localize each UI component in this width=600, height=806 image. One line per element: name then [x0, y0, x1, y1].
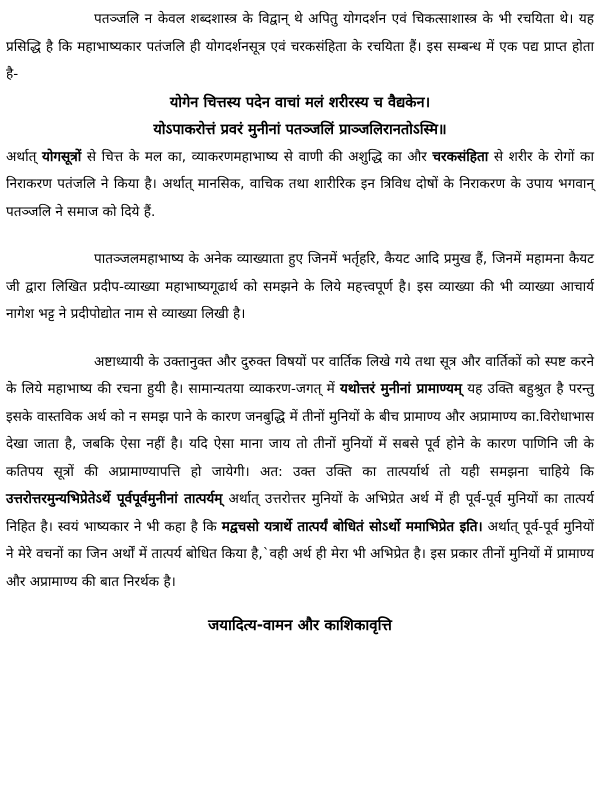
paragraph-text: अष्टाध्यायी के उक्तानुक्त और दुरुक्त विषयों पर वार्तिक लिखे गये तथा सूत्र और वार्तिकों को स्पष्ट करने के लिये महाभाष्य की रचना हुयी है। सामान्यतया व्याकरण-जगत् में: [6, 353, 594, 397]
bold-quote-madvachaso: मद्वचसो यत्रार्थे तात्पर्यं बोधितं सोऽर्थो ममाभिप्रेत इति।: [221, 518, 483, 535]
paragraph-verse-meaning: [6, 144, 594, 227]
paragraph-text: यह उक्ति बहुश्रुत है परन्तु इसके वास्तविक अर्थ को न समझ पाने के कारण जनबुद्धि में तीनों मुनियों के बीच प्रामाण्य और अप्रामाण्य का.विरोधाभास देखा जाता है, जबकि ऐसा नहीं है। यदि ऐसा माना जाय तो तीनों मुनियों में सबसे पूर्व होने के कारण पाणिनि जी के कतिपय सूत्रों की अप्रामाण्यापत्ति हो जायेगी। अत: उक्त उक्ति का तात्पर्यार्थ तो यही समझना चाहिये कि: [6, 381, 594, 480]
paragraph-text: पातञ्जलमहाभाष्य के अनेक व्याख्याता हुए जिनमें भर्तृहरि, कैयट आदि प्रमुख हैं, जिनमें महामना कैयट जी द्वारा लिखित प्रदीप-व्याख्या महाभाष्यगूढार्थ को समझने के लिये महत्त्वपूर्ण है। इस व्याख्या की भी व्याख्या आचार्य नागेश भट्ट ने प्रदीपोद्योत नाम से व्याख्या लिखी है।: [6, 251, 594, 322]
verse-line-2: योऽपाकरोत्तं प्रवरं मुनीनां पतञ्जलिं प्राञ्जलिरानतोऽस्मि॥: [153, 121, 447, 138]
paragraph-gap: [6, 226, 594, 246]
paragraph-mahabhashya: [6, 349, 594, 597]
bold-quote-yathottaram: यथोत्तरं मुनीनां प्रामाण्यम्: [340, 381, 462, 397]
section-heading: जयादित्य-वामन और काशिकावृत्ति: [208, 616, 392, 634]
bold-term-yogasutra: योगसूत्रों: [41, 148, 82, 165]
paragraph-patanjali-intro: [6, 6, 594, 89]
paragraph-text: से शरीर के रोगों का निराकरण पतंजलि ने किया है। अर्थात् मानसिक, वाचिक तथा शारीरिक इन त्रिविध दोषों के निराकरण के उपाय भगवान् पतञ्जलि ने समाज को दिये हैं.: [6, 148, 595, 220]
paragraph-text: अर्थात् उत्तरोत्तर मुनियों के अभिप्रेत अर्थ में ही पूर्व-पूर्व मुनियों का तात्पर्य निहित है। स्वयं भाष्यकार ने भी कहा है कि: [6, 491, 595, 535]
paragraph-commentators: [6, 246, 594, 329]
paragraph-text: से चित्त के मल का, व्याकरणमहाभाष्य से वाणी की अशुद्धि का और: [86, 148, 427, 165]
verse-line-1: योगेन चित्तस्य पदेन वाचां मलं शरीरस्य च वैद्यकेन।: [169, 93, 431, 111]
paragraph-text: अर्थात्: [6, 148, 37, 165]
paragraph-gap: [6, 329, 594, 349]
paragraph-text: अर्थात् पूर्व-पूर्व मुनियों ने मेरे वचनों का जिन अर्थों में तात्पर्य बोधित किया है,`वही अर्थ ही मेरा भी अभिप्रेत है। इस प्रकार तीनों मुनियों में प्रामाण्य और अप्रामाण्य की बात निरर्थक है।: [6, 518, 595, 590]
bold-term-charaka: चरकसंहिता: [432, 148, 489, 165]
paragraph-text: पतञ्जलि न केवल शब्दशास्त्र के विद्वान् थे अपितु योगदर्शन एवं चिकत्साशास्त्र के भी रचयिता थे। यह प्रसिद्धि है कि महाभाष्यकार पतंजलि ही योगदर्शनसूत्र एवं चरकसंहिता के रचयिता हैं। इस सम्बन्ध में एक पद्य प्राप्त होता है-: [6, 11, 594, 82]
bold-quote-uttarottara: उत्तरोत्तरमुन्यभिप्रेतेऽर्थे पूर्वपूर्वमुनीनां तात्पर्यम्: [6, 491, 223, 507]
